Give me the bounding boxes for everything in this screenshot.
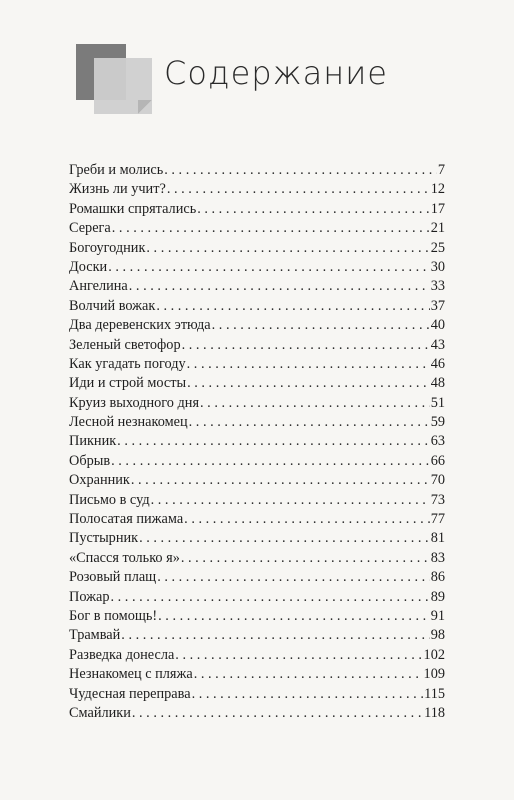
toc-entry bbox=[69, 471, 445, 490]
toc-entry-title: Ангелина bbox=[69, 278, 128, 295]
dot-leader bbox=[121, 626, 429, 645]
dot-leader bbox=[200, 394, 430, 413]
toc-entry-title: Обрыв bbox=[69, 452, 111, 469]
dot-leader bbox=[197, 200, 429, 219]
toc-entry bbox=[69, 529, 445, 548]
toc-entry bbox=[69, 665, 445, 684]
toc-entry-page-number: 73 bbox=[430, 491, 445, 508]
toc-entry-title: Пожар bbox=[69, 588, 110, 605]
toc-entry-title: Богоугодник bbox=[69, 239, 146, 256]
toc-entry-title: Доски bbox=[69, 258, 108, 275]
toc-entry-page-number: 12 bbox=[430, 181, 445, 198]
toc-entry-page-number: 46 bbox=[430, 355, 445, 372]
toc-entry bbox=[69, 394, 445, 413]
toc-entry bbox=[69, 549, 445, 568]
dot-leader bbox=[132, 704, 423, 723]
dot-leader bbox=[192, 685, 424, 704]
dot-leader bbox=[157, 568, 430, 587]
dot-leader bbox=[184, 510, 430, 529]
contents-header bbox=[76, 44, 406, 116]
dot-leader bbox=[181, 549, 430, 568]
dot-leader bbox=[108, 258, 430, 277]
toc-entry-page-number: 115 bbox=[424, 685, 445, 702]
toc-entry-title: Смайлики bbox=[69, 704, 131, 721]
toc-entry-title: Охранник bbox=[69, 472, 130, 489]
toc-entry bbox=[69, 626, 445, 645]
toc-entry-title: «Спасся только я» bbox=[69, 549, 180, 566]
toc-entry-title: Два деревенских этюда bbox=[69, 317, 211, 334]
toc-entry-page-number: 86 bbox=[430, 569, 445, 586]
toc-entry-page-number: 37 bbox=[430, 297, 445, 314]
toc-entry-page-number: 81 bbox=[430, 530, 445, 547]
toc-entry-title: Пустырник bbox=[69, 530, 139, 547]
toc-entry-title: Полосатая пижама bbox=[69, 511, 184, 528]
dot-leader bbox=[146, 239, 429, 258]
dot-leader bbox=[117, 432, 430, 451]
dot-leader bbox=[112, 219, 430, 238]
toc-entry-title: Волчий вожак bbox=[69, 297, 156, 314]
toc-entry bbox=[69, 491, 445, 510]
dot-leader bbox=[129, 277, 430, 296]
toc-entry bbox=[69, 704, 445, 723]
dot-leader bbox=[131, 471, 430, 490]
dot-leader bbox=[187, 374, 430, 393]
toc-entry-page-number: 63 bbox=[430, 433, 445, 450]
toc-entry-title: Незнакомец с пляжа bbox=[69, 666, 193, 683]
toc-entry-title: Как угадать погоду bbox=[69, 355, 186, 372]
toc-entry bbox=[69, 316, 445, 335]
toc-entry-title: Пикник bbox=[69, 433, 117, 450]
toc-entry bbox=[69, 258, 445, 277]
toc-entry bbox=[69, 510, 445, 529]
toc-entry-title: Бог в помощь! bbox=[69, 607, 158, 624]
toc-entry-title: Зеленый светофор bbox=[69, 336, 181, 353]
toc-entry bbox=[69, 336, 445, 355]
toc-entry-title: Жизнь ли учит? bbox=[69, 181, 166, 198]
toc-entry-title: Розовый плащ bbox=[69, 569, 157, 586]
dot-leader bbox=[175, 646, 422, 665]
toc-entry-page-number: 7 bbox=[437, 162, 445, 178]
toc-entry bbox=[69, 607, 445, 626]
dot-leader bbox=[151, 491, 430, 510]
dot-leader bbox=[212, 316, 430, 335]
dot-leader bbox=[189, 413, 430, 432]
toc-entry bbox=[69, 685, 445, 704]
toc-entry bbox=[69, 588, 445, 607]
toc-entry-page-number: 83 bbox=[430, 549, 445, 566]
dot-leader bbox=[139, 529, 430, 548]
dot-leader bbox=[111, 452, 430, 471]
toc-entry-page-number: 89 bbox=[430, 588, 445, 605]
toc-entry-title: Греби и молись bbox=[69, 162, 164, 178]
toc-entry bbox=[69, 277, 445, 296]
toc-entry-page-number: 40 bbox=[430, 317, 445, 334]
toc-entry-page-number: 30 bbox=[430, 258, 445, 275]
decorative-folded-corner bbox=[138, 100, 152, 114]
toc-entry-page-number: 98 bbox=[430, 627, 445, 644]
toc-entry bbox=[69, 180, 445, 199]
toc-entry-page-number: 33 bbox=[430, 278, 445, 295]
dot-leader bbox=[187, 355, 430, 374]
toc-entry-title: Разведка донесла bbox=[69, 646, 175, 663]
toc-entry-page-number: 66 bbox=[430, 452, 445, 469]
toc-entry-page-number: 91 bbox=[430, 607, 445, 624]
toc-entry-page-number: 43 bbox=[430, 336, 445, 353]
toc-entry bbox=[69, 200, 445, 219]
toc-entry bbox=[69, 374, 445, 393]
toc-entry-page-number: 77 bbox=[430, 511, 445, 528]
toc-entry-title: Трамвай bbox=[69, 627, 121, 644]
toc-entry-title: Ромашки спрятались bbox=[69, 200, 197, 217]
toc-entry-title: Лесной незнакомец bbox=[69, 414, 188, 431]
toc-entry bbox=[69, 568, 445, 587]
toc-entry bbox=[69, 239, 445, 258]
dot-leader bbox=[182, 336, 430, 355]
toc-entry-title: Письмо в суд bbox=[69, 491, 150, 508]
dot-leader bbox=[164, 161, 437, 180]
toc-entry bbox=[69, 452, 445, 471]
dot-leader bbox=[111, 588, 430, 607]
toc-entry-title: Иди и строй мосты bbox=[69, 375, 187, 392]
toc-entry-page-number: 25 bbox=[430, 239, 445, 256]
toc-entry-page-number: 21 bbox=[430, 220, 445, 237]
toc-entry-page-number: 17 bbox=[430, 200, 445, 217]
toc-entry bbox=[69, 413, 445, 432]
toc-entry-page-number: 102 bbox=[423, 646, 445, 663]
dot-leader bbox=[167, 180, 430, 199]
toc-entry-page-number: 51 bbox=[430, 394, 445, 411]
toc-entry bbox=[69, 432, 445, 451]
toc-entry-title: Чудесная переправа bbox=[69, 685, 191, 702]
table-of-contents bbox=[69, 161, 445, 723]
dot-leader bbox=[156, 297, 429, 316]
toc-entry-page-number: 59 bbox=[430, 414, 445, 431]
page-title: Содержание bbox=[164, 54, 388, 92]
toc-entry-title: Серега bbox=[69, 220, 111, 237]
toc-entry bbox=[69, 161, 445, 180]
toc-entry-page-number: 109 bbox=[423, 666, 445, 683]
toc-entry-page-number: 48 bbox=[430, 375, 445, 392]
toc-entry-title: Круиз выходного дня bbox=[69, 394, 200, 411]
dot-leader bbox=[158, 607, 430, 626]
toc-entry bbox=[69, 646, 445, 665]
toc-entry-page-number: 118 bbox=[424, 704, 445, 721]
toc-entry bbox=[69, 355, 445, 374]
toc-entry bbox=[69, 297, 445, 316]
toc-entry bbox=[69, 219, 445, 238]
toc-entry-page-number: 70 bbox=[430, 472, 445, 489]
dot-leader bbox=[194, 665, 423, 684]
